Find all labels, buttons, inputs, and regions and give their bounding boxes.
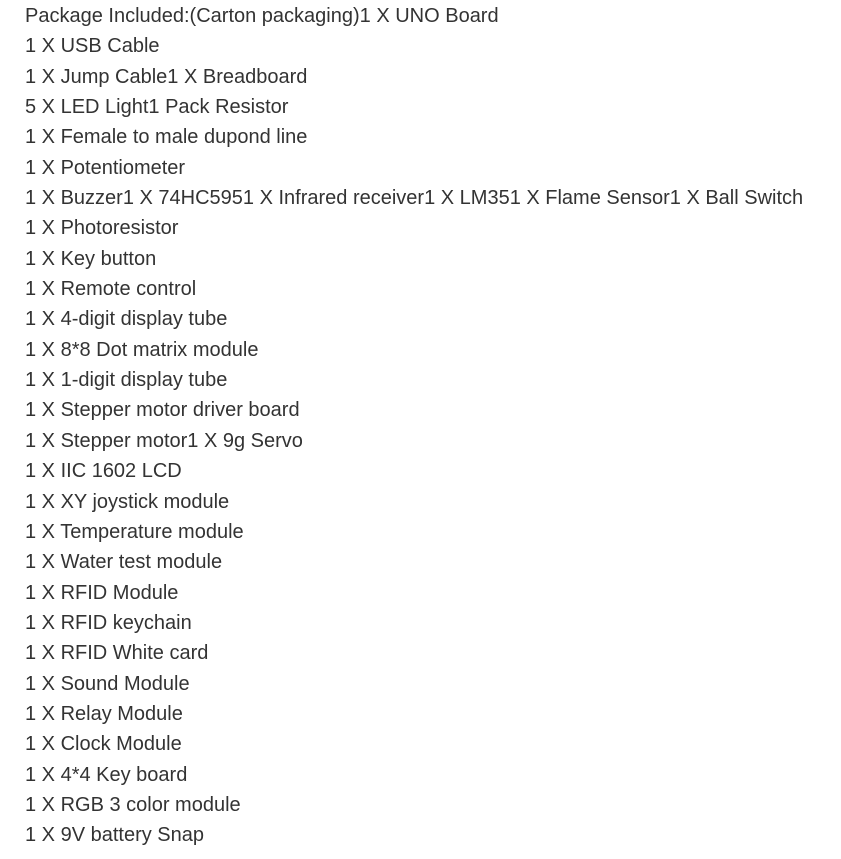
package-contents-list [25, 4, 803, 854]
package-line: 1 X 4-digit display tube [25, 308, 228, 331]
package-line: 1 X Key button [25, 247, 157, 270]
package-line: 1 X Water test module [25, 551, 223, 574]
package-line: 1 X RGB 3 color module [25, 793, 241, 816]
package-line: 1 X Stepper motor driver board [25, 399, 300, 422]
package-line: 1 X Buzzer1 X 74HC5951 X Infrared receiver1 X LM351 X Flame Sensor1 X Ball Switch [25, 187, 804, 210]
package-line: 1 X USB Cable [25, 35, 160, 58]
package-line: 1 X 8*8 Dot matrix module [25, 338, 259, 361]
package-line: 1 X Relay Module [25, 702, 183, 725]
package-line: 1 X 9V battery Snap [25, 824, 205, 847]
package-line: 1 X Remote control [25, 278, 197, 301]
package-line: 1 X Stepper motor1 X 9g Servo [25, 429, 303, 452]
package-line: 1 X XY joystick module [25, 490, 230, 513]
package-line: 1 X Clock Module [25, 733, 182, 756]
package-line: 1 X Sound Module [25, 672, 190, 695]
package-line: 1 X Female to male dupond line [25, 126, 308, 149]
package-line: 1 X RFID keychain [25, 611, 192, 634]
package-line: 1 X IIC 1602 LCD [25, 460, 182, 483]
package-line: 1 X 4*4 Key board [25, 763, 188, 786]
package-line: 5 X LED Light1 Pack Resistor [25, 96, 289, 119]
package-line: 1 X Potentiometer [25, 156, 186, 179]
package-line: 1 X RFID White card [25, 642, 209, 665]
package-line: 1 X Temperature module [25, 520, 244, 543]
package-line: 1 X Photoresistor [25, 217, 179, 240]
package-line: 1 X Jump Cable1 X Breadboard [25, 65, 308, 88]
package-line: 1 X 1-digit display tube [25, 369, 228, 392]
package-line: Package Included:(Carton packaging)1 X UNO Board [25, 5, 499, 27]
package-line: 1 X RFID Module [25, 581, 179, 604]
